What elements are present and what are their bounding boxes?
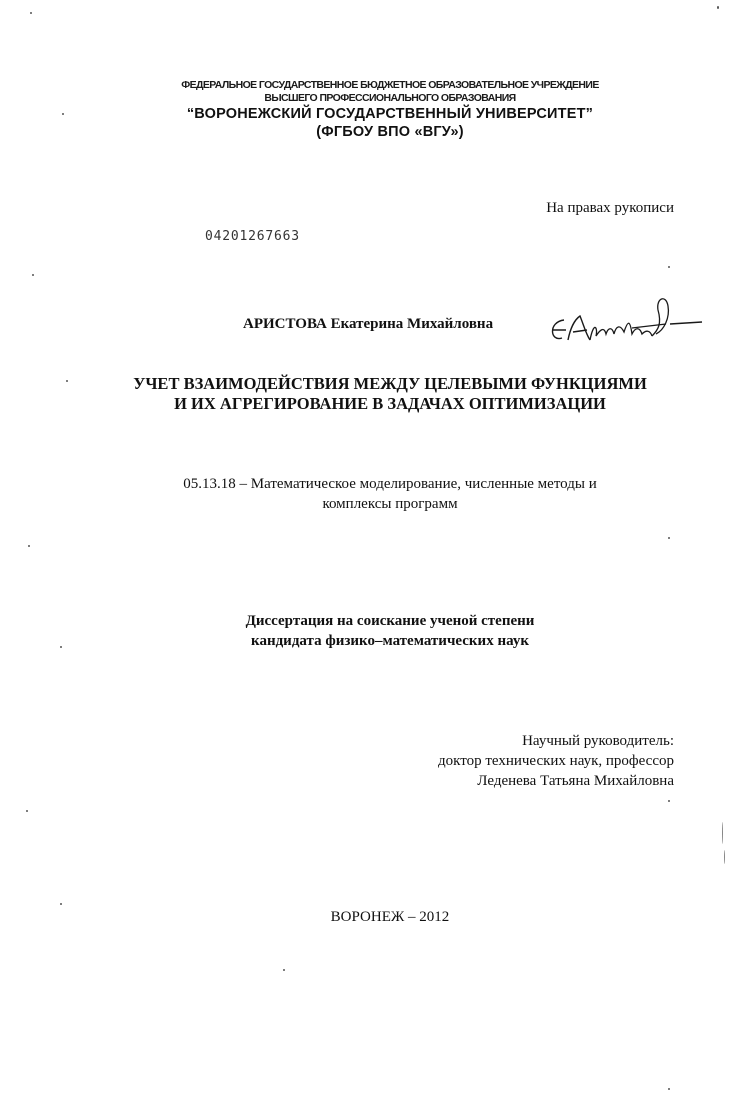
scan-speck	[26, 810, 28, 812]
author-signature	[540, 290, 710, 360]
scan-speck	[722, 822, 723, 844]
scan-speck	[668, 537, 670, 539]
specialty-line-2: комплексы программ	[322, 496, 458, 512]
title-line-2: И ИХ АГРЕГИРОВАНИЕ В ЗАДАЧАХ ОПТИМИЗАЦИИ	[174, 394, 606, 413]
scan-speck	[30, 12, 32, 14]
scan-speck	[283, 969, 285, 971]
university-abbreviation: (ФГБОУ ВПО «ВГУ»)	[316, 124, 464, 140]
scan-speck	[668, 266, 670, 268]
scan-speck	[32, 274, 34, 276]
scan-speck	[60, 903, 62, 905]
scan-speck	[28, 545, 30, 547]
degree-statement	[0, 611, 733, 651]
scan-speck	[60, 646, 62, 648]
specialty-code	[0, 474, 733, 514]
dissertation-title	[0, 374, 733, 414]
header-line-1: ФЕДЕРАЛЬНОЕ ГОСУДАРСТВЕННОЕ БЮДЖЕТНОЕ ОБРАЗОВАТЕЛЬНОЕ УЧРЕЖДЕНИЕ	[181, 79, 599, 91]
header-line-2: ВЫСШЕГО ПРОФЕССИОНАЛЬНОГО ОБРАЗОВАНИЯ	[264, 92, 516, 104]
specialty-line-1: 05.13.18 – Математическое моделирование, численные методы и	[183, 476, 597, 492]
scan-speck	[717, 6, 719, 9]
title-line-1: УЧЕТ ВЗАИМОДЕЙСТВИЯ МЕЖДУ ЦЕЛЕВЫМИ ФУНКЦИЯМИ	[133, 374, 647, 393]
supervisor-label: Научный руководитель:	[522, 733, 674, 749]
supervisor-name: Леденева Татьяна Михайловна	[477, 773, 674, 789]
degree-line-2: кандидата физико–математических наук	[251, 633, 529, 649]
city-year: ВОРОНЕЖ – 2012	[330, 909, 450, 925]
scan-speck	[62, 113, 64, 115]
scan-speck	[66, 380, 68, 382]
degree-line-1: Диссертация на соискание ученой степени	[245, 613, 535, 629]
university-header	[0, 79, 733, 141]
manuscript-rights-note: На правах рукописи	[546, 200, 674, 216]
scan-speck	[668, 800, 670, 802]
scan-speck	[724, 850, 725, 864]
registration-number-stamp: 04201267663	[205, 229, 300, 244]
supervisor-title: доктор технических наук, профессор	[437, 753, 674, 769]
author-name: АРИСТОВА Екатерина Михайловна	[243, 316, 494, 332]
scan-speck	[668, 1088, 670, 1090]
scientific-supervisor	[438, 731, 674, 791]
university-name: “ВОРОНЕЖСКИЙ ГОСУДАРСТВЕННЫЙ УНИВЕРСИТЕТ”	[186, 106, 594, 122]
